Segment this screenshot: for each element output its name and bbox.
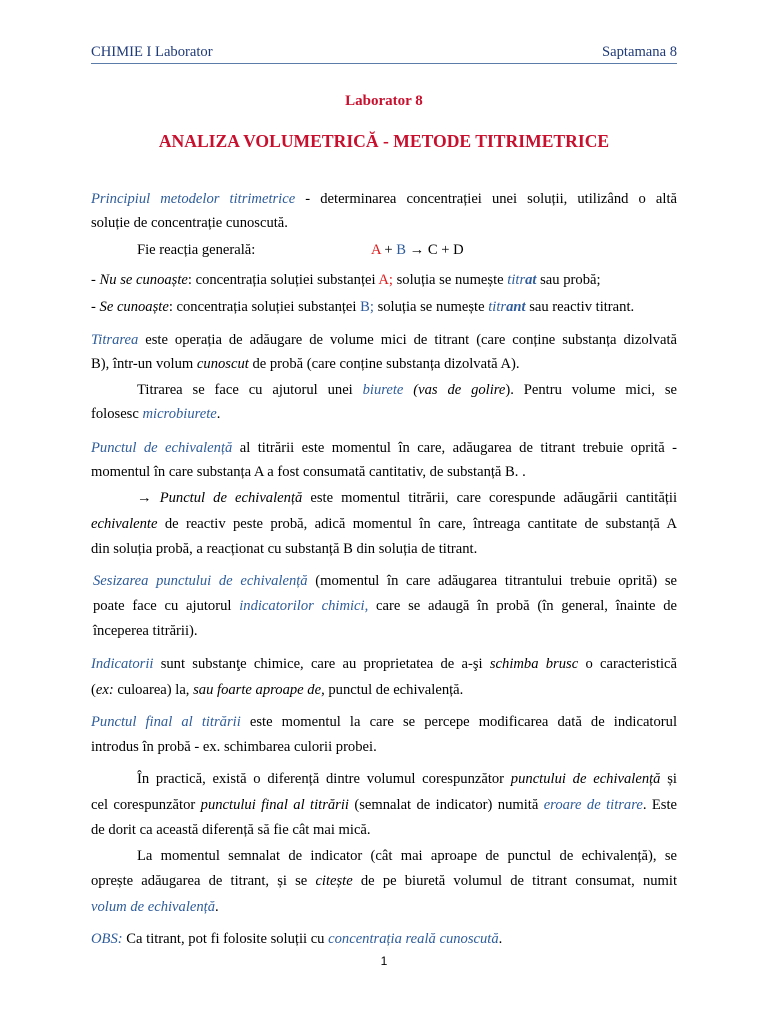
reaction-line: Fie reacția generală: A + B → C + D [137,242,464,258]
lab-title: Laborator 8 [345,93,423,109]
principle-line-2: soluție de concentrație cunoscută. [91,215,288,231]
obs-line: OBS: Ca titrant, pot fi folosite soluții cu concentrația reală cunoscută. [91,931,503,947]
endpoint-line-1: Punctul final al titrării este momentul la care se percepe modificarea dată de indicatorul [91,714,677,730]
header-week: Saptamana 8 [602,44,677,60]
indicators-line-1: Indicatorii sunt substanţe chimice, care au proprietatea de a-şi schimba brusc o caracteristică [91,656,677,672]
header-course: CHIMIE I Laborator [91,44,213,60]
moment-line-3: volum de echivalență. [91,899,219,915]
practice-line-1: În practică, există o diferență dintre volumul corespunzător punctului de echivalență și [137,771,677,787]
moment-line-2: oprește adăugarea de titrant, și se citește de pe biuretă volumul de titrant consumat, numit [91,873,677,889]
arrow-line-2: echivalente de reactiv peste probă, adică momentul în care, întreaga cantitate de substanță A [91,516,677,532]
arrow-line-3: din soluția probă, a reacționat cu substanță B din soluția de titrant. [91,541,478,557]
main-title: ANALIZA VOLUMETRICĂ - METODE TITRIMETRICE [158,131,610,151]
known-line: - Se cunoaște: concentrația soluției substanței B; soluția se numește titrant sau reactiv titrant. [91,299,635,315]
equivalence-line-1: Punctul de echivalență al titrării este momentul în care, adăugarea de titrant trebuie oprită - [91,440,677,456]
moment-line-1: La momentul semnalat de indicator (cât mai aproape de punctul de echivalență), se [137,848,677,864]
equivalence-line-2: momentul în care substanța A a fost consumată cantitativ, de substanță B. . [91,464,526,480]
indicators-line-2: (ex: culoarea) la, sau foarte aproape de, punctul de echivalență. [91,682,464,698]
endpoint-line-2: introdus în probă - ex. schimbarea culorii probei. [91,739,377,755]
detection-line-1: Sesizarea punctului de echivalență (momentul în care adăugarea titrantului trebuie oprită) se [93,573,677,589]
detection-line-2: poate face cu ajutorul indicatorilor chimici, care se adaugă în probă (în general, înainte de [93,598,677,614]
practice-line-2: cel corespunzător punctului final al titrării (semnalat de indicator) numită eroare de titrare. Este [91,797,678,813]
titration-line-1: Titrarea este operația de adăugare de volume mici de titrant (care conține substanța dizolvată [91,332,677,348]
principle-line-1: Principiul metodelor titrimetrice - determinarea concentrației unei soluții, utilizând o altă [91,191,677,207]
arrow-line-1: → Punctul de echivalență este momentul titrării, care corespunde adăugării cantității [137,490,677,506]
detection-line-3: începerea titrării). [93,623,198,639]
titration-line-2: B), într-un volum cunoscut de probă (care conține substanța dizolvată A). [91,356,520,372]
burette-line-1: Titrarea se face cu ajutorul unei biurete (vas de golire). Pentru volume mici, se [137,382,677,398]
burette-line-2: folosesc microbiurete. [91,406,221,422]
page-number: 1 [380,954,388,968]
practice-line-3: de dorit ca această diferență să fie cât mai mică. [91,822,371,838]
unknown-line: - Nu se cunoaște: concentrația soluției substanței A; soluția se numește titrat sau probă; [91,272,601,288]
page-header [91,43,677,64]
